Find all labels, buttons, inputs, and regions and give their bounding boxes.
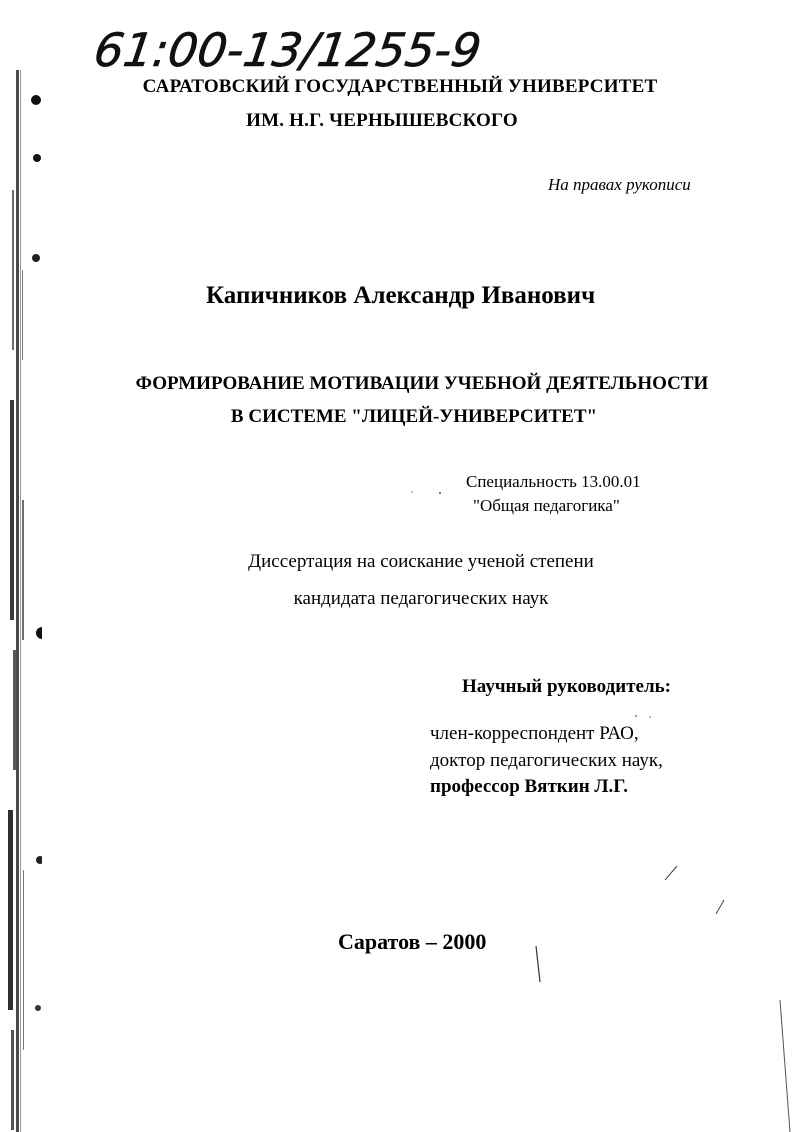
- author-name: Капичников Александр Иванович: [206, 282, 596, 309]
- university-name: САРАТОВСКИЙ ГОСУДАРСТВЕННЫЙ УНИВЕРСИТЕТ: [142, 76, 658, 97]
- thesis-title-line-1: ФОРМИРОВАНИЕ МОТИВАЦИИ УЧЕБНОЙ ДЕЯТЕЛЬНОСТИ: [135, 373, 709, 394]
- specialty-code: Специальность 13.00.01: [466, 472, 641, 491]
- supervisor-name: профессор Вяткин Л.Г.: [430, 776, 628, 797]
- dissertation-degree-line-2: кандидата педагогических наук: [293, 588, 549, 609]
- specialty-name: "Общая педагогика": [473, 496, 620, 515]
- supervisor-title-2: доктор педагогических наук,: [430, 750, 663, 771]
- supervisor-label: Научный руководитель:: [462, 676, 671, 697]
- thesis-title-line-2: В СИСТЕМЕ "ЛИЦЕЙ-УНИВЕРСИТЕТ": [230, 406, 598, 427]
- handwritten-code-text: 61:00-13/1255-9: [96, 23, 485, 77]
- dissertation-degree-line-1: Диссертация на соискание ученой степени: [248, 551, 594, 572]
- place-and-year: Саратов – 2000: [338, 929, 487, 954]
- manuscript-rights-note: На правах рукописи: [548, 175, 691, 194]
- supervisor-title-1: член-корреспондент РАО,: [430, 723, 639, 744]
- university-named-after: ИМ. Н.Г. ЧЕРНЫШЕВСКОГО: [246, 110, 518, 131]
- handwritten-archive-code: [96, 12, 516, 78]
- handwritten-code-drawing: [96, 12, 516, 78]
